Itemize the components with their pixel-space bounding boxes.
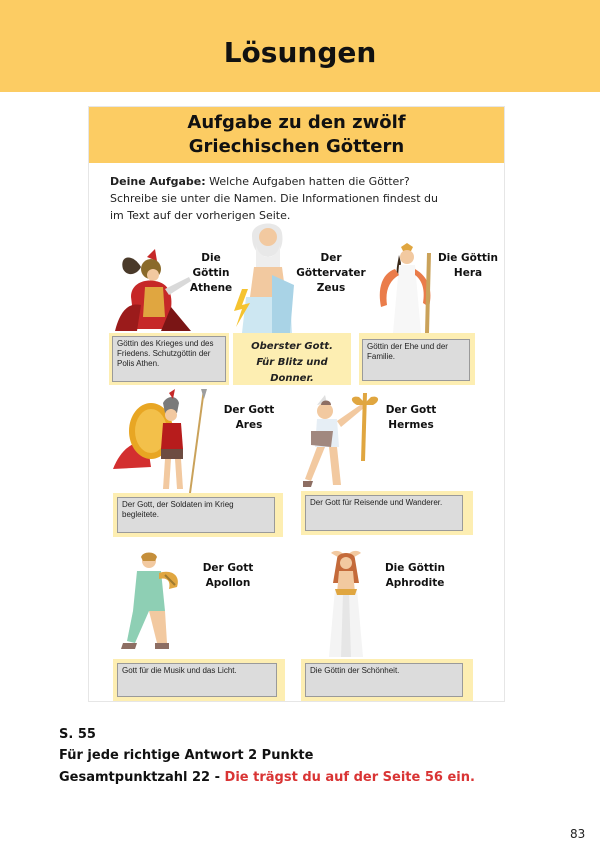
athene-name <box>184 251 238 296</box>
ares-name-line1: Der Gott <box>223 404 275 416</box>
hermes-name-line2: Hermes <box>388 419 434 431</box>
hera-answer: Göttin der Ehe und der Familie. <box>362 339 470 381</box>
aphrodite-illustration <box>321 549 371 661</box>
footer-total-note: Die trägst du auf der Seite 56 ein. <box>224 770 475 785</box>
worksheet-title-line2: Griechischen Göttern <box>188 136 405 157</box>
zeus-answer-line2: Für Blitz und Donner. <box>256 357 328 384</box>
athene-name-line1: Die Göttin <box>192 252 230 279</box>
athene-name-line2: Athene <box>189 282 233 294</box>
worksheet-title <box>89 111 504 159</box>
worksheet <box>88 106 505 702</box>
apollon-name-line2: Apollon <box>205 577 251 589</box>
footer-total-prefix: Gesamtpunktzahl 22 - <box>59 770 225 785</box>
zeus-name <box>287 251 375 296</box>
apollon-name-line1: Der Gott <box>202 562 254 574</box>
task-text: Welche Aufgaben hatten die Götter? Schreibe sie unter die Namen. Die Informationen findest du im Text auf der vorherigen Seite. <box>110 175 439 222</box>
hera-name-line2: Hera <box>453 267 483 279</box>
zeus-answer-line1: Oberster Gott. <box>251 341 333 352</box>
zeus-name-line1: Der Göttervater <box>296 252 366 279</box>
athene-answer: Göttin des Krieges und des Friedens. Schutzgöttin der Polis Athen. <box>112 336 226 382</box>
zeus-answer <box>233 333 351 385</box>
footer-page-ref: S. 55 <box>59 727 96 742</box>
page-number: 83 <box>570 827 586 841</box>
hera-name-line1: Die Göttin <box>437 252 499 264</box>
aphrodite-name <box>381 561 449 591</box>
aphrodite-name-line1: Die Göttin <box>384 562 446 574</box>
task-label: Deine Aufgabe: <box>110 175 206 188</box>
hera-name <box>436 251 500 281</box>
page-heading: Lösungen <box>223 36 377 69</box>
zeus-name-line2: Zeus <box>316 282 346 294</box>
ares-answer: Der Gott, der Soldaten im Krieg begleitete. <box>117 497 275 533</box>
worksheet-header <box>89 107 504 163</box>
hermes-name-line1: Der Gott <box>385 404 437 416</box>
heading-band <box>0 0 600 92</box>
apollon-answer: Gott für die Musik und das Licht. <box>117 663 277 697</box>
hermes-name <box>381 403 441 433</box>
ares-name-line2: Ares <box>235 419 263 431</box>
hermes-illustration <box>303 391 387 491</box>
hermes-answer: Der Gott für Reisende und Wanderer. <box>305 495 463 531</box>
apollon-name <box>197 561 259 591</box>
aphrodite-name-line2: Aphrodite <box>385 577 445 589</box>
apollon-illustration <box>119 549 189 655</box>
footer-points-rule: Für jede richtige Antwort 2 Punkte <box>59 748 314 763</box>
ares-illustration <box>111 389 211 493</box>
aphrodite-answer: Die Göttin der Schönheit. <box>305 663 463 697</box>
footer-total <box>59 770 475 785</box>
ares-name <box>219 403 279 433</box>
worksheet-title-line1: Aufgabe zu den zwölf <box>187 112 406 133</box>
